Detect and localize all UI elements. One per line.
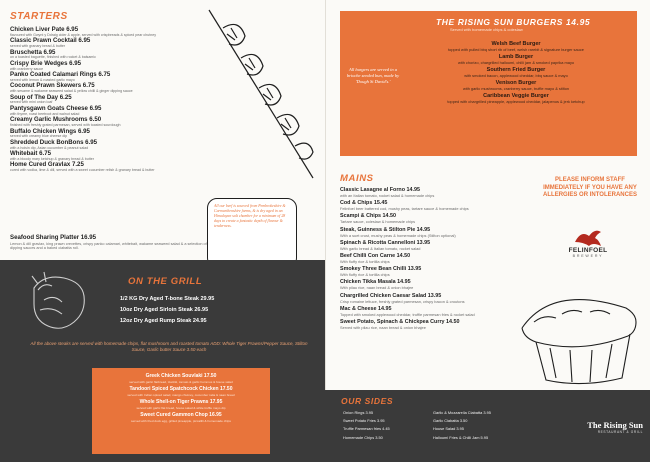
starter-desc: with thyme, roast beetroot and walnut salad — [10, 111, 80, 116]
felinfoel-logo — [548, 228, 628, 258]
starter-item — [10, 117, 210, 127]
burger-name: Lamb Burger — [498, 54, 534, 60]
rising-sun-logo — [547, 420, 643, 434]
burger-desc: with chorizo, chargrilled halloumi, chilli jam & smoked paprika mayo — [457, 60, 575, 65]
side-item: House Salad 3.95 — [433, 426, 464, 432]
main-name: Scampi & Chips 14.50 — [340, 213, 397, 220]
sides-column-1 — [343, 410, 390, 443]
main-name: Cod & Chips 15.45 — [340, 200, 388, 207]
steak-list — [120, 296, 320, 329]
main-desc: with an Italian tomato, rocket salad & homemade chips — [340, 193, 435, 198]
side-item: Onion Rings 3.95 — [343, 410, 374, 415]
main-name: Sweet Potato, Spinach & Chickpea Curry 14.50 — [340, 318, 460, 325]
burgers-panel — [340, 11, 637, 156]
felinfoel-sub: BREWERY — [572, 254, 604, 258]
main-name: Classic Lasagne al Forno 14.95 — [340, 187, 420, 193]
pie-illustration — [514, 278, 644, 388]
prawn-skewer-illustration — [205, 8, 320, 183]
starter-name: Panko Coated Calamari Rings 6.75 — [10, 71, 111, 79]
burger-desc: topped with pulled bbq short rib of beef, welsh rarebit & signature burger sauce — [448, 47, 584, 52]
starter-item — [10, 61, 210, 71]
starter-name: Home Cured Gravlax 7.25 — [10, 161, 84, 169]
side-item: Truffle Parmesan fries 4.45 — [343, 426, 390, 432]
starters-heading: STARTERS — [10, 11, 68, 22]
starter-desc: finished with freshly grated parmesan, served with toasted sourdough — [10, 122, 121, 127]
grill-special-desc: served with garlic flatbread, tzatziki, tomato & garlic hummus & house salad — [129, 380, 233, 384]
main-desc: Topped with smoked applewood cheddar, truffle parmesan fries & rocket salad — [340, 311, 475, 317]
starter-name: Chicken Liver Pate 6.95 — [10, 26, 79, 33]
platter-desc: Lemon & dill gravlax, king prawn crevettes, crispy panko calamari, whitebait, wakame seaweed salad & a selection of dipping sauces and a baked ciabatta roll. — [10, 241, 207, 251]
starter-desc: on a toasted baguette, finished with rocket & balsamic — [10, 55, 96, 60]
starter-name: Crispy Brie Wedges 6.95 — [10, 59, 82, 67]
bubble-text: All our beef is sourced from Pembrokeshire & Carmarthenshire farms, & is dry aged in an Himalayan salt chamber for a minimum of 28 days to create a fantastic depth of flavour & tenderness. — [214, 204, 286, 229]
starter-desc: with a hoisin dip, Asian cucumber & peanut salad — [10, 145, 89, 150]
cow-illustration — [24, 270, 90, 334]
felinfoel-name: FELINFOEL — [568, 247, 608, 254]
starter-name: Coconut Prawn Skewers 6.75 — [10, 82, 95, 90]
starter-item — [10, 151, 210, 161]
beef-sourcing-bubble — [207, 198, 297, 268]
starter-item — [10, 38, 210, 48]
burger-list — [398, 41, 634, 106]
starter-desc: with sesame & wakame seaweed salad & yellow chilli & ginger dipping sauce — [10, 89, 133, 94]
main-name: Mac & Cheese 14.95 — [340, 305, 392, 312]
starter-item — [10, 106, 210, 116]
burger-name: Venison Burger — [495, 80, 537, 86]
steak-note: All the above steaks are served with homemade chips, flat mushroom and roasted tomato ADD: Whole Tiger Prawns/Pepper Sauce, Stilton Sauce, Garlic butter Sauce 3.50 each — [30, 341, 308, 352]
sharing-platter — [10, 234, 210, 251]
starter-desc: served with mini onion loaf — [10, 100, 53, 105]
starter-item — [10, 129, 210, 139]
starters-list — [10, 27, 210, 174]
grill-special-name: Tandoori Spiced Spatchcock Chicken 17.50 — [129, 386, 233, 392]
steak-item: 12oz Dry Aged Rump Steak 24.95 — [120, 318, 207, 324]
sides-heading: OUR SIDES — [341, 396, 394, 406]
main-desc: Tartare sauce, coleslaw & homemade chips — [340, 219, 416, 225]
dragon-icon — [573, 228, 603, 246]
platter-name: Seafood Sharing Platter 16.95 — [10, 234, 97, 241]
side-item: Garlic Ciabatta 3.50 — [433, 418, 468, 424]
main-desc: With a suet crust, mushy peas & homemade chips (Stilton optional) — [340, 232, 456, 238]
burger-name: Southern Fried Burger — [486, 67, 546, 73]
starter-item — [10, 50, 210, 60]
starter-item — [10, 72, 210, 82]
brioche-callout: All burgers are served in a brioche seeded bun, made by 'Dough St David's.' — [346, 67, 400, 84]
starter-item — [10, 95, 210, 105]
main-desc: With fluffy rice & tortilla chips — [340, 272, 390, 278]
grill-special-name: Whole Shell-on Tiger Prawns 17.95 — [139, 399, 223, 405]
grill-special-desc: served with fried duck egg, grilled pineapple, piccalilli & homemade chips — [131, 419, 231, 423]
grill-heading: ON THE GRILL — [128, 276, 203, 287]
starter-desc: served with creamy blue cheese dip — [10, 134, 68, 139]
main-name: Beef Chilli Con Carne 14.50 — [340, 252, 411, 259]
starter-item — [10, 27, 210, 37]
main-name: Chargrilled Chicken Caesar Salad 13.95 — [340, 292, 442, 299]
burger-desc: topped with chargrilled pineapple, applewood cheddar, jalapenos & jerk ketchup — [447, 99, 585, 104]
main-desc: Served with pilau rice, naan bread & onion bhajee — [340, 324, 426, 330]
main-desc: With fluffy rice & tortilla chips — [340, 258, 390, 264]
grill-special-name: Sweet Cured Gammon Chop 16.95 — [140, 412, 222, 418]
steak-item: 1/2 KG Dry Aged T-bone Steak 29.95 — [120, 296, 215, 302]
logo-tagline: RESTAURANT & GRILL — [597, 430, 643, 434]
grill-special-desc: served with Indian spiced salad, mango chutney, cucumber raita & naan bread — [127, 393, 235, 397]
main-name: Spinach & Ricotta Cannelloni 13.95 — [340, 239, 431, 246]
steak-item: 10oz Dry Aged Sirloin Steak 26.95 — [120, 307, 209, 313]
grill-special-desc: served with garlic flat bread, house salad & white truffle mayo dip — [136, 406, 226, 410]
main-desc: Crisp romaine lettuce, freshly grated parmesan, crispy bacon & croutons — [340, 298, 465, 304]
starter-item — [10, 162, 210, 172]
main-name: Chicken Tikka Masala 14.95 — [340, 279, 411, 286]
starter-item — [10, 83, 210, 93]
burger-desc: with garlic mushrooms, cranberry sauce, truffle mayo & stilton — [462, 86, 570, 91]
side-item: Homemade Chips 3.50 — [343, 434, 383, 440]
starter-desc: served with granary bread & butter — [10, 43, 66, 48]
starter-name: Soup of The Day 6.25 — [10, 93, 72, 101]
burger-name: Caribbean Veggie Burger — [483, 93, 549, 99]
burger-name: Welsh Beef Burger — [491, 41, 541, 47]
starter-desc: with cranberry sauce — [10, 66, 44, 71]
side-item: Sweet Potato Fries 3.95 — [343, 418, 385, 424]
grill-specials-box — [92, 368, 270, 454]
starter-desc: flavoured with Gwynt y Ddraig cider & apple, served with crispbreads & spiced pear chutney — [10, 32, 157, 37]
starter-name: Creamy Garlic Mushrooms 6.50 — [10, 116, 102, 124]
main-desc: With pilau rice, naan bread & onion bhajee — [340, 285, 414, 291]
starter-desc: served with lemon & roasted garlic mayo — [10, 77, 75, 82]
logo-name: The Rising Sun — [587, 420, 643, 430]
mains-heading: MAINS — [340, 173, 374, 184]
grill-section — [0, 260, 325, 462]
starter-name: Bruschetta 6.95 — [10, 48, 56, 56]
starter-name: Shredded Duck BonBons 6.95 — [10, 138, 98, 146]
starter-name: Classic Prawn Cocktail 6.95 — [10, 37, 91, 45]
main-name: Steak, Guinness & Stilton Pie 14.95 — [340, 226, 431, 233]
starter-desc: with a bloody mary ketchup & granary bread & butter — [10, 156, 94, 161]
burger-desc: with smoked bacon, applewood cheddar, bbq sauce & mayo — [464, 73, 568, 78]
sides-column-2 — [433, 410, 491, 443]
mains-list — [340, 187, 540, 332]
starter-name: Whitebait 6.75 — [10, 150, 51, 158]
starter-name: Buffalo Chicken Wings 6.95 — [10, 127, 90, 135]
side-item: Garlic & Mozzarella Ciabatta 3.95 — [433, 410, 491, 415]
starter-desc: cured with vodka, lime & dill, served with a sweet cucumber relish & granary bread & butter — [10, 168, 155, 173]
main-desc: With garlic bread & Italian tomato, rocket salad — [340, 245, 421, 251]
starter-item — [10, 140, 210, 150]
grill-special-name: Greek Chicken Souvlaki 17.50 — [145, 373, 217, 379]
starter-name: Pantysgawn Goats Cheese 6.95 — [10, 104, 102, 112]
burgers-heading: THE RISING SUN BURGERS 14.95 — [436, 17, 591, 27]
side-item: Halloumi Fries & Chilli Jam 5.95 — [433, 434, 489, 440]
burgers-subtitle: Served with homemade chips & coleslaw — [450, 27, 523, 32]
allergy-notice: PLEASE INFORM STAFF IMMEDIATELY IF YOU HAVE ANY ALLERGIES OR INTOLERANCES — [543, 177, 637, 198]
main-desc: Felinfoel beer battered cod, mushy peas, tartare sauce & homemade chips — [340, 206, 469, 212]
main-name: Smokey Three Bean Chilli 13.95 — [340, 266, 422, 273]
